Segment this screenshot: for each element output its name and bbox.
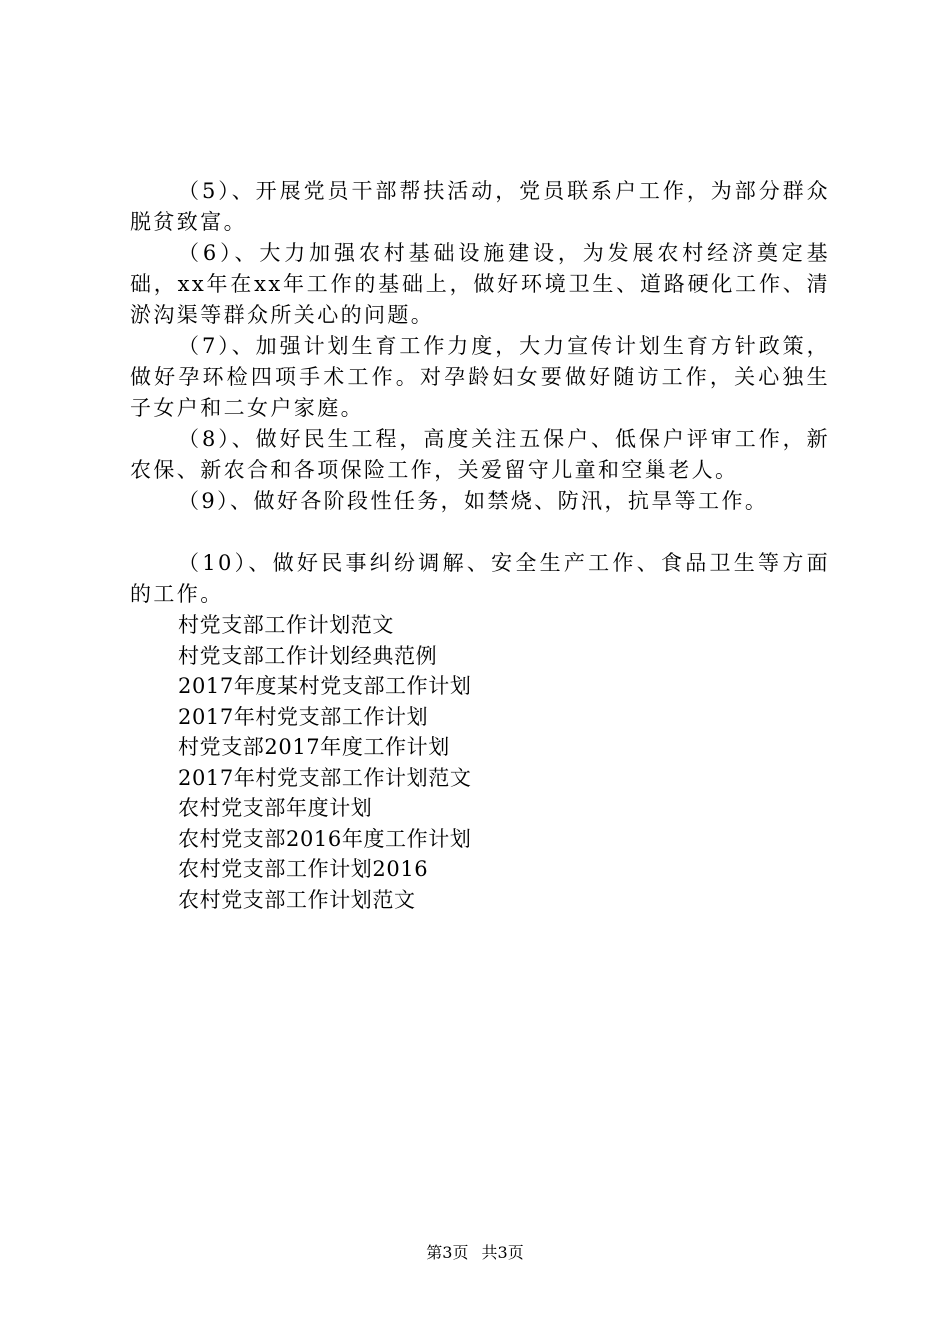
paragraph-10: （10）、做好民事纠纷调解、安全生产工作、食品卫生等方面的工作。 xyxy=(130,551,830,606)
paragraph-gap xyxy=(130,517,830,548)
page-number-total: 共3页 xyxy=(481,1243,524,1262)
paragraph-5: （5）、开展党员干部帮扶活动，党员联系户工作，为部分群众脱贫致富。 xyxy=(130,179,830,234)
related-link[interactable]: 农村党支部年度计划 xyxy=(178,796,373,820)
paragraph-6: （6）、大力加强农村基础设施建设，为发展农村经济奠定基础，xx年在xx年工作的基础上，做好环境卫生、道路硬化工作、清淤沟渠等群众所关心的问题。 xyxy=(130,241,830,327)
related-link[interactable]: 农村党支部工作计划2016 xyxy=(178,857,429,881)
related-link[interactable]: 村党支部工作计划范文 xyxy=(178,613,394,637)
page-number-current: 第3页 xyxy=(426,1243,469,1262)
related-link[interactable]: 2017年村党支部工作计划 xyxy=(178,704,429,729)
related-link[interactable]: 2017年度某村党支部工作计划 xyxy=(178,674,472,698)
related-link[interactable]: 2017年村党支部工作计划范文 xyxy=(178,765,472,790)
related-link[interactable]: 农村党支部2016年度工作计划 xyxy=(178,826,472,851)
paragraph-8: （8）、做好民生工程，高度关注五保户、低保户评审工作，新农保、新农合和各项保险工作，关爱留守儿童和空巢老人。 xyxy=(130,427,830,482)
related-link[interactable]: 村党支部工作计划经典范例 xyxy=(178,643,438,668)
paragraph-9: （9）、做好各阶段性任务，如禁烧、防汛，抗旱等工作。 xyxy=(178,489,769,513)
related-link[interactable]: 村党支部2017年度工作计划 xyxy=(178,735,450,759)
related-link[interactable]: 农村党支部工作计划范文 xyxy=(178,887,416,912)
document-body xyxy=(130,176,830,915)
page-footer xyxy=(0,1243,950,1263)
related-links-list xyxy=(130,610,830,915)
paragraph-7: （7）、加强计划生育工作力度，大力宣传计划生育方针政策，做好孕环检四项手术工作。对孕龄妇女要做好随访工作，关心独生子女户和二女户家庭。 xyxy=(130,334,830,420)
